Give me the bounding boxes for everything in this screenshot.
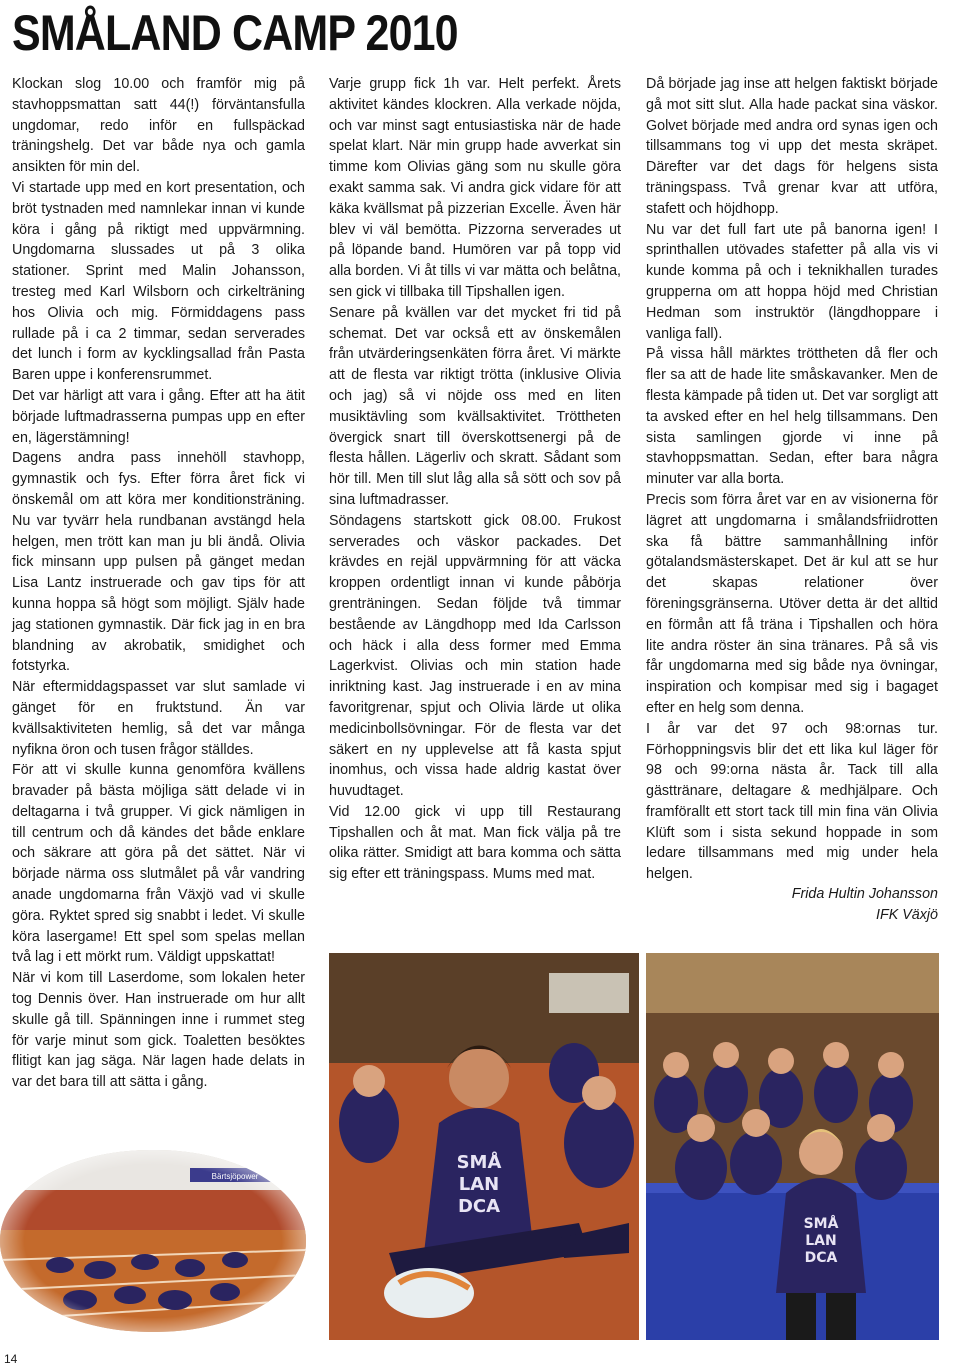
shirt-text: DCA bbox=[804, 1250, 838, 1266]
paragraph: Söndagens startskott gick 08.00. Frukost serverades och väskor packades. Det krävdes en rejäl uppvärmning för att väcka kroppen ordentligt innan vi kunde påbörja grenträningen. Sedan följde två timmar bestående av Längdhopp med Ida Carlsson och häck i alla dess former med Emma Lagerkvist. Olivias och min station hade inriktning kast. Jag instruerade i en av mina favoritgrenar, spjut och Olivia lärde ut olika medicinbollsövningar. För de flesta var det säkert en ny upplevelse att få kasta spjut inomhus, och vissa hade aldrig kastat över huvudtaget. bbox=[329, 512, 621, 800]
shirt-text: DCA bbox=[457, 1196, 501, 1217]
paragraph: Vid 12.00 gick vi upp till Restaurang Tipshallen och åt mat. Man fick välja på tre olika rätter. Smidigt att bara komma och sätta sig efter ett träningspass. Mums med mat. bbox=[329, 803, 621, 883]
paragraph: Vi startade upp med en kort presentation, och bröt tystnaden med namnlekar innan vi kunde köra i gång på riktigt med uppvärmning. Ungdomarna slussades ut på 3 olika stationer. Sprint med Malin Johansson, tresteg med Karl Wilsborn och cirkelträning hos Olivia och mig. Förmiddagens pass rullade på i ca 2 timmar, sedan serverades det lunch i form av kycklingsallad från Pasta Baren uppe i konferensrummet. bbox=[12, 179, 305, 384]
author-name: Frida Hultin Johansson bbox=[791, 886, 938, 902]
author-club: IFK Växjö bbox=[876, 906, 938, 923]
photo-girl-stretching bbox=[329, 953, 639, 1340]
paragraph: Precis som förra året var en av visionerna för lägret att ungdomarna i smålandsfriidrotten ska få bättre sammanhållning inför götalandsmästerskapet. Det är kul att se hur det skapas relationer över föreningsgränserna. Utöver detta är det alltid en förmån att få träna i Tipshallen och höra lite andra röster än sina tränares. På så vis får ungdomarna med sig både nya övningar, inspiration och kompisar med sig i bagaget efter en helg som denna. bbox=[646, 491, 938, 716]
shirt-text: SMÅ bbox=[456, 1152, 502, 1173]
paragraph: Senare på kvällen var det mycket fri tid på schemat. Det var också ett av önskemålen från utvärderingsenkäten förra året. Vi märkte att de flesta var riktigt trötta (inklusive Olivia och jag) så vi nöjde oss med en liten musiktävling som kvällsaktivitet. Tröttheten övergick snart till överskottsenergi på de flesta hållen. Lägerliv och skratt. Sådant som hör till. Men till slut låg alla så sött och sov på sina luftmadrasser. bbox=[329, 304, 621, 508]
article-column-2 bbox=[329, 74, 621, 885]
paragraph: När vi kom till Laserdome, som lokalen heter tog Dennis över. Han instruerade om hur allt skulle gå till. Spänningen inne i rummet steg för varje minut som gick. Toaletten besöktes flitigt kan jag säga. När lagen hade delats in var det bara till att sätta i gång. bbox=[12, 970, 305, 1091]
shirt-text: LAN bbox=[458, 1174, 500, 1195]
article-column-3 bbox=[646, 74, 938, 885]
page-number: 14 bbox=[4, 1352, 18, 1366]
paragraph: Det var härligt att vara i gång. Efter att ha ätit började luftmadrasserna pumpas upp en efter en, lägerstämning! bbox=[12, 387, 305, 446]
paragraph: Nu var det full fart ute på banorna igen! I sprinthallen utövades stafetter på alla vis vi kunde komma på och i teknikhallen turades grupperna om att hoppa höjd med Christian Hedman som instruktör (längdhoppare i vanliga fall). bbox=[646, 221, 938, 342]
shirt-text: SMÅ bbox=[803, 1216, 839, 1232]
article-title: SMÅLAND CAMP 2010 bbox=[12, 5, 458, 61]
paragraph: För att vi skulle kunna genomföra kvällens bravader på bästa möjliga sätt delade vi in deltagarna i två grupper. Vi gick nämligen in till centrum och då kändes det både enklare och säkrare att göra på det sättet. När vi började närma oss slutmålet på vår vandring anade ungdomarna från Växjö vad vi skulle göra. Ryktet spred sig snabbt i ledet. Vi skulle köra lasergame! Ett spel som spelas mellan två lag i ett mörkt rum. Väldigt uppskattat! bbox=[12, 762, 305, 966]
author-signature bbox=[646, 884, 938, 926]
paragraph: Dagens andra pass innehöll stavhopp, gymnastik och fys. Efter förra året fick vi önskemål om att köra mer konditionsträning. Nu var tyvärr hela rundbanan avstängd hela helgen, men trött kan man ju bli ändå. Olivia fick minsann upp pulsen på gänget medan Lisa Lantz instruerade och gav tips för att kunna hoppa så högt som möjligt. Själv hade jag stationen gymnastik. Där fick jag in en bra blandning av akrobatik, smidighet och fotstyrka. bbox=[12, 450, 305, 675]
photo-group-on-mat bbox=[646, 953, 939, 1340]
paragraph: Klockan slog 10.00 och framför mig på stavhoppsmattan satt 44(!) förväntansfulla ungdomar, redo inför en fullspäckad träningshelg. Det var både nya och gamla ansikten för min del. bbox=[12, 76, 305, 176]
article-column-1 bbox=[12, 74, 305, 1093]
paragraph: Då började jag inse att helgen faktiskt började gå mot sitt slut. Alla hade packat sina väskor. Golvet började med andra ord synas igen och tillsammans tog vi upp det mesta skräpet. Därefter var det dags för helgens sista träningspass. Två grenar kvar att utföra, stafett och höjdhopp. bbox=[646, 76, 938, 217]
photo-track-warmup bbox=[0, 1150, 306, 1332]
paragraph: När eftermiddagspasset var slut samlade vi gänget för en fruktstund. Än var kvällsaktiviteten hemlig, så det var många nyfikna öron och tusen frågor ställdes. bbox=[12, 679, 305, 758]
paragraph: Varje grupp fick 1h var. Helt perfekt. Årets aktivitet kändes klockren. Alla verkade nöjda, och var minst sagt entusiastiska när de hade spelat klart. När min grupp hade avverkat sin timme kom Olivias gäng som nu skulle göra exakt samma sak. Vi andra gick vidare för att käka kvällsmat på pizzerian Excelle. Även här blev vi väl bemötta. Pizzorna serverades ut på löpande band. Humören var på topp vid alla borden. Vi åt tills vi var mätta och belåtna, sen gick vi tillbaka till Tipshallen igen. bbox=[329, 76, 621, 300]
paragraph: På vissa håll märktes tröttheten då fler och fler sa att de hade lite småskavanker. Men de flesta kämpade på tiden ut. Det var sorgligt att ta avsked efter en hel helg tillsammans. Den sista samlingen gjorde vi inne på stavhoppsmattan. Sedan, efter bara några minuter var alla borta. bbox=[646, 346, 938, 488]
shirt-text: LAN bbox=[805, 1233, 837, 1249]
paragraph: I år var det 97 och 98:ornas tur. Förhoppningsvis blir det ett lika kul läger för 98 och 99:orna nästa år. Tack till alla gästtränare, deltagare & medhjälpare. Och framförallt ett stort tack till min fina vän Olivia Klüft som i sista sekund hoppade in som ledare tillsammans med mig under hela helgen. bbox=[646, 720, 938, 883]
